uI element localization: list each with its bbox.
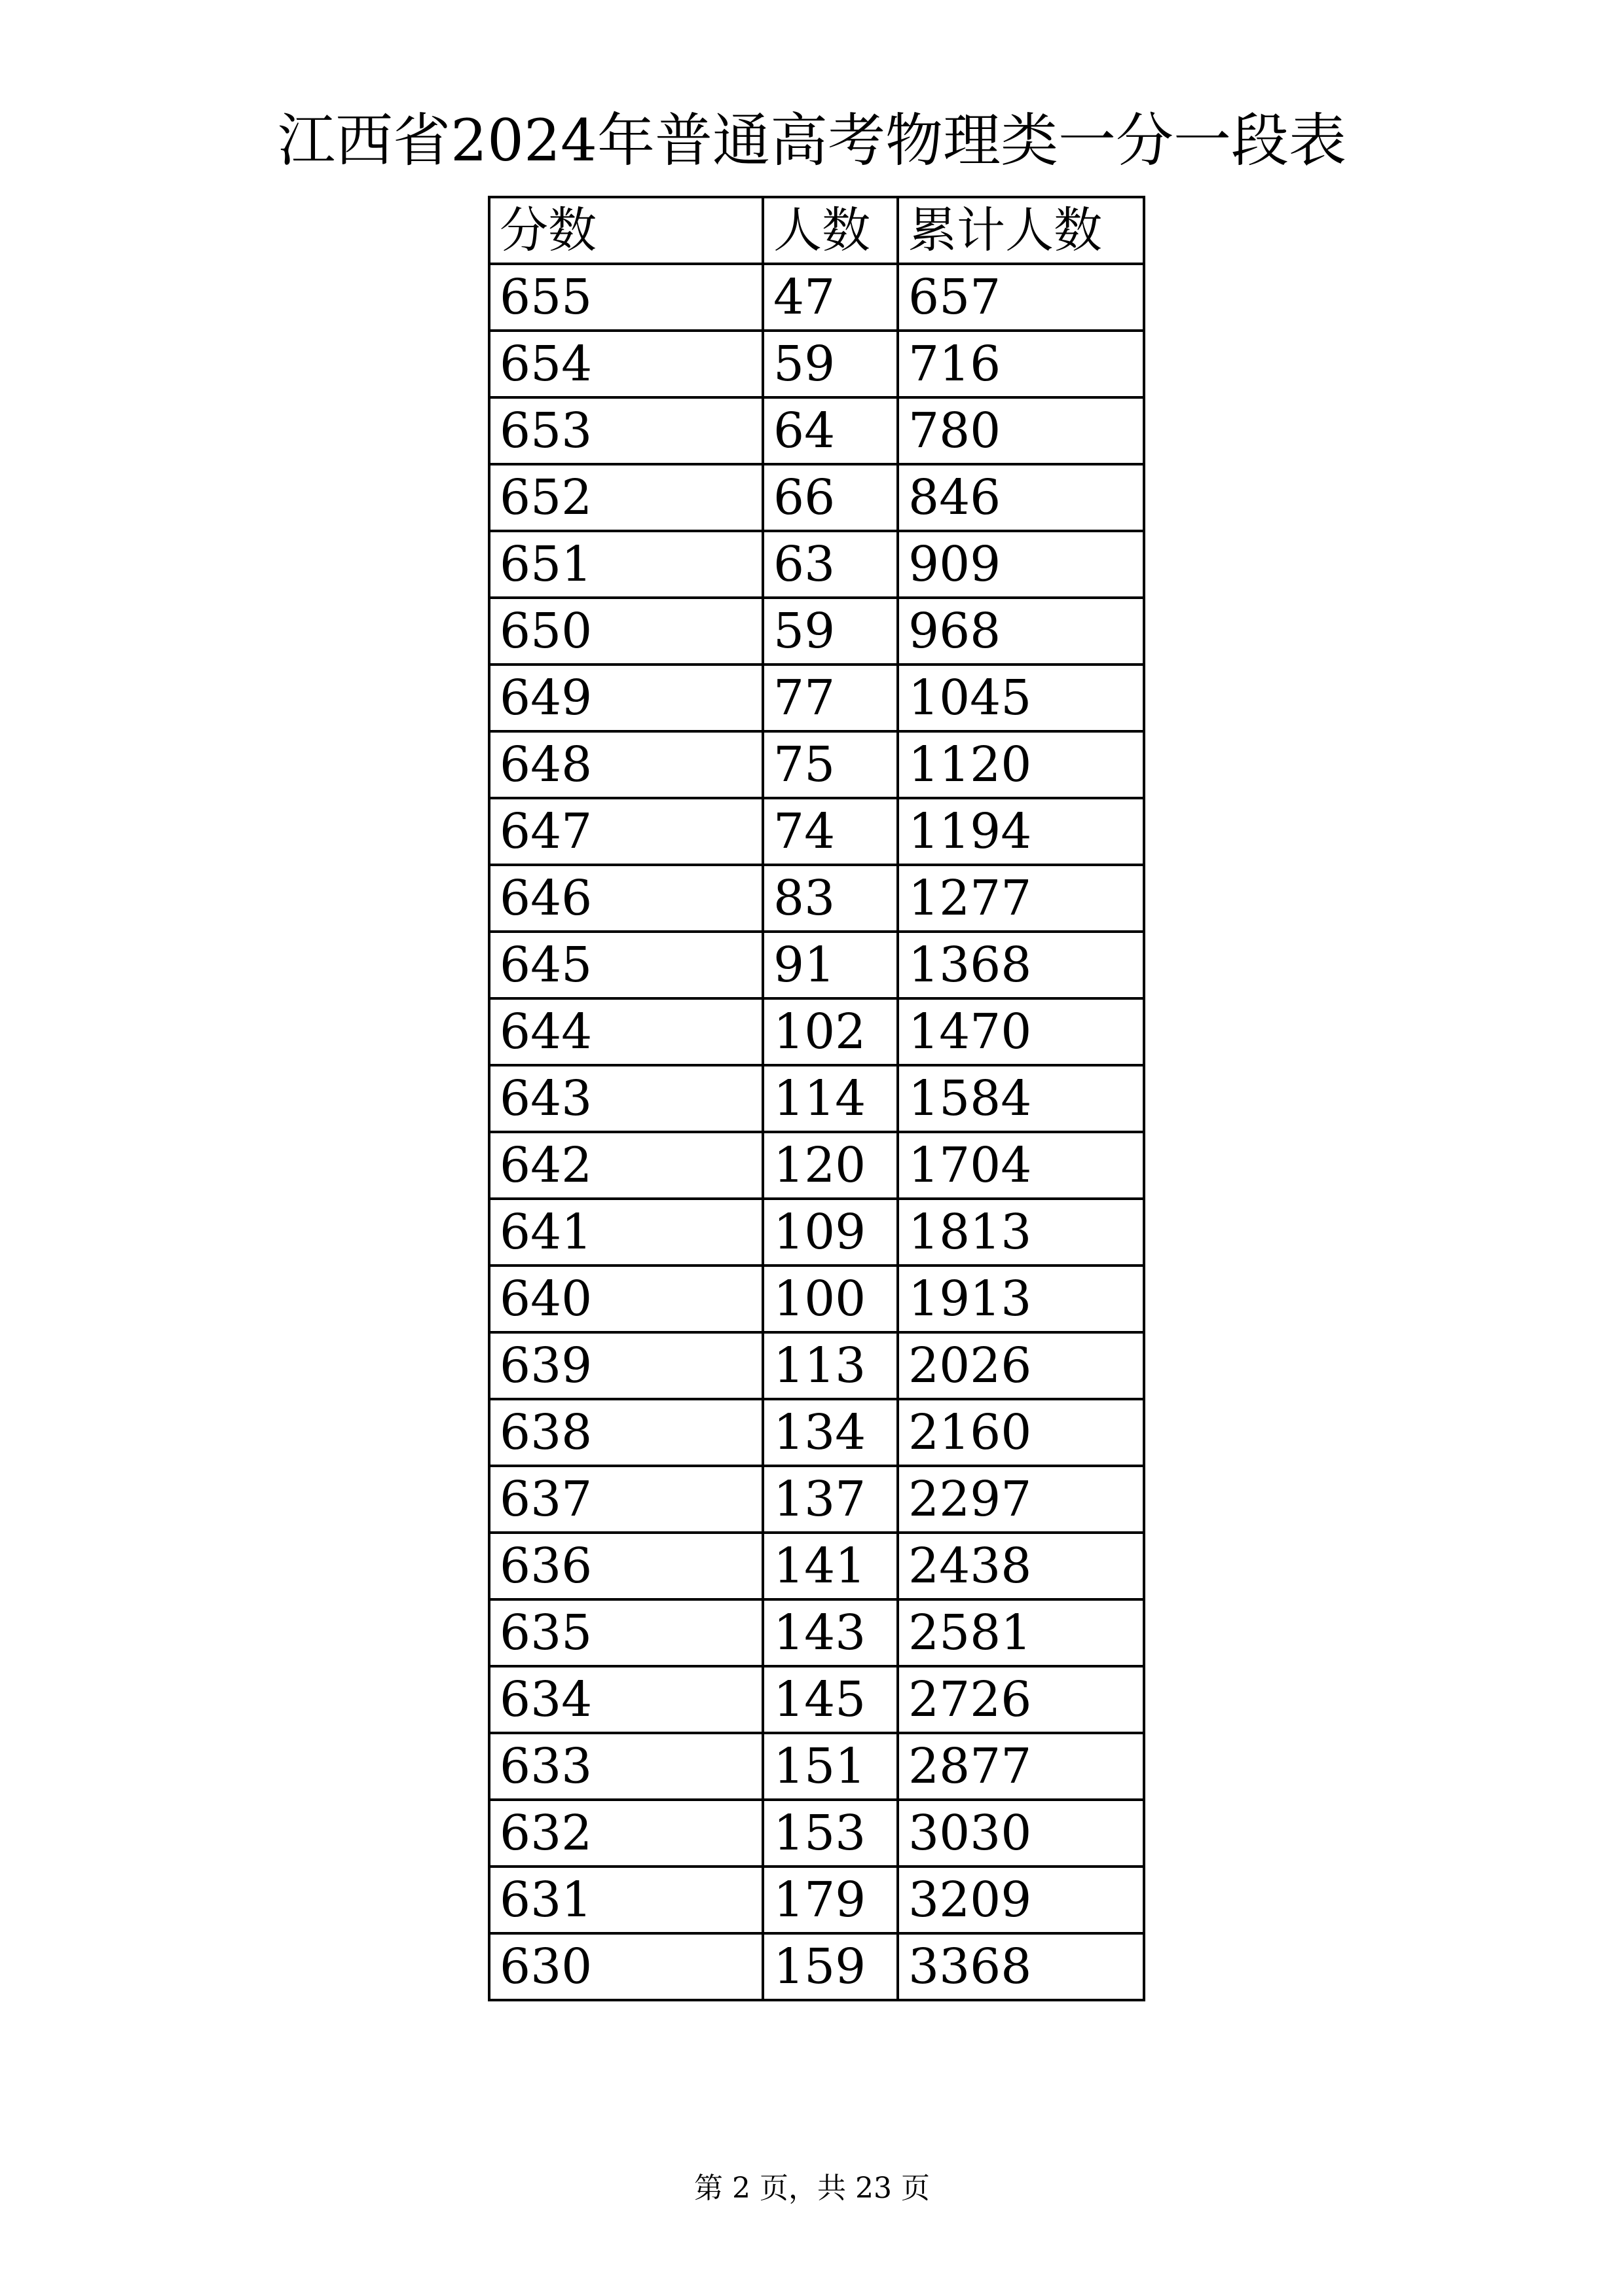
cell-cumulative: 2726 — [898, 1666, 1144, 1733]
cell-cumulative: 3209 — [898, 1867, 1144, 1933]
table-row — [489, 1199, 1144, 1266]
table-row — [489, 1599, 1144, 1666]
cell-cumulative: 1194 — [898, 798, 1144, 865]
table-row — [489, 1733, 1144, 1800]
cell-count: 109 — [763, 1199, 898, 1266]
cell-count: 63 — [763, 531, 898, 598]
cell-score: 642 — [489, 1132, 763, 1199]
cell-score: 650 — [489, 598, 763, 665]
cell-cumulative: 1584 — [898, 1065, 1144, 1132]
cell-cumulative: 780 — [898, 397, 1144, 464]
cell-score: 653 — [489, 397, 763, 464]
cell-score: 632 — [489, 1800, 763, 1867]
cell-score: 643 — [489, 1065, 763, 1132]
cell-count: 153 — [763, 1800, 898, 1867]
cell-score: 648 — [489, 731, 763, 798]
cell-cumulative: 846 — [898, 464, 1144, 531]
cell-score: 644 — [489, 998, 763, 1065]
table-row — [489, 1800, 1144, 1867]
cell-score: 655 — [489, 264, 763, 331]
table-row — [489, 798, 1144, 865]
table-row — [489, 1065, 1144, 1132]
cell-count: 137 — [763, 1466, 898, 1533]
column-header-score: 分数 — [489, 197, 763, 264]
table-row — [489, 331, 1144, 397]
cell-count: 59 — [763, 598, 898, 665]
table-row — [489, 865, 1144, 932]
table-row — [489, 665, 1144, 731]
table-header-row — [489, 197, 1144, 264]
cell-count: 145 — [763, 1666, 898, 1733]
cell-score: 645 — [489, 932, 763, 998]
cell-score: 647 — [489, 798, 763, 865]
cell-count: 75 — [763, 731, 898, 798]
cell-cumulative: 2297 — [898, 1466, 1144, 1533]
cell-count: 59 — [763, 331, 898, 397]
table-row — [489, 998, 1144, 1065]
cell-score: 646 — [489, 865, 763, 932]
cell-count: 66 — [763, 464, 898, 531]
table-row — [489, 731, 1144, 798]
table-row — [489, 1533, 1144, 1599]
table-row — [489, 1399, 1144, 1466]
cell-count: 74 — [763, 798, 898, 865]
cell-cumulative: 2438 — [898, 1533, 1144, 1599]
page-title: 江西省2024年普通高考物理类一分一段表 — [278, 107, 1346, 174]
cell-cumulative: 2026 — [898, 1332, 1144, 1399]
table-row — [489, 1666, 1144, 1733]
score-distribution-table — [488, 196, 1145, 2001]
cell-score: 634 — [489, 1666, 763, 1733]
cell-count: 102 — [763, 998, 898, 1065]
cell-score: 636 — [489, 1533, 763, 1599]
cell-count: 83 — [763, 865, 898, 932]
cell-count: 91 — [763, 932, 898, 998]
table-row — [489, 1266, 1144, 1332]
cell-count: 151 — [763, 1733, 898, 1800]
cell-count: 141 — [763, 1533, 898, 1599]
cell-count: 159 — [763, 1933, 898, 2000]
cell-cumulative: 3368 — [898, 1933, 1144, 2000]
table-row — [489, 397, 1144, 464]
cell-cumulative: 2581 — [898, 1599, 1144, 1666]
cell-score: 652 — [489, 464, 763, 531]
cell-score: 654 — [489, 331, 763, 397]
cell-count: 134 — [763, 1399, 898, 1466]
cell-score: 649 — [489, 665, 763, 731]
table-row — [489, 1332, 1144, 1399]
table-row — [489, 1933, 1144, 2000]
cell-count: 179 — [763, 1867, 898, 1933]
cell-score: 640 — [489, 1266, 763, 1332]
cell-cumulative: 1913 — [898, 1266, 1144, 1332]
cell-cumulative: 1704 — [898, 1132, 1144, 1199]
cell-cumulative: 657 — [898, 264, 1144, 331]
cell-score: 651 — [489, 531, 763, 598]
table-row — [489, 598, 1144, 665]
cell-score: 633 — [489, 1733, 763, 1800]
cell-cumulative: 1368 — [898, 932, 1144, 998]
cell-score: 631 — [489, 1867, 763, 1933]
cell-cumulative: 909 — [898, 531, 1144, 598]
cell-score: 638 — [489, 1399, 763, 1466]
table-row — [489, 464, 1144, 531]
column-header-count: 人数 — [763, 197, 898, 264]
cell-cumulative: 1470 — [898, 998, 1144, 1065]
cell-count: 143 — [763, 1599, 898, 1666]
cell-cumulative: 2160 — [898, 1399, 1144, 1466]
cell-cumulative: 716 — [898, 331, 1144, 397]
cell-score: 637 — [489, 1466, 763, 1533]
cell-count: 100 — [763, 1266, 898, 1332]
cell-cumulative: 1813 — [898, 1199, 1144, 1266]
cell-count: 64 — [763, 397, 898, 464]
cell-cumulative: 968 — [898, 598, 1144, 665]
table-row — [489, 932, 1144, 998]
cell-count: 77 — [763, 665, 898, 731]
cell-cumulative: 1045 — [898, 665, 1144, 731]
cell-score: 641 — [489, 1199, 763, 1266]
cell-score: 630 — [489, 1933, 763, 2000]
cell-count: 120 — [763, 1132, 898, 1199]
page-footer: 第 2 页，共 23 页 — [694, 2172, 930, 2205]
table-row — [489, 1867, 1144, 1933]
table-row — [489, 1466, 1144, 1533]
cell-cumulative: 2877 — [898, 1733, 1144, 1800]
column-header-cumulative: 累计人数 — [898, 197, 1144, 264]
table-row — [489, 1132, 1144, 1199]
table-row — [489, 531, 1144, 598]
cell-count: 113 — [763, 1332, 898, 1399]
cell-count: 114 — [763, 1065, 898, 1132]
cell-score: 639 — [489, 1332, 763, 1399]
cell-cumulative: 1120 — [898, 731, 1144, 798]
cell-cumulative: 1277 — [898, 865, 1144, 932]
cell-count: 47 — [763, 264, 898, 331]
cell-score: 635 — [489, 1599, 763, 1666]
cell-cumulative: 3030 — [898, 1800, 1144, 1867]
table-row — [489, 264, 1144, 331]
